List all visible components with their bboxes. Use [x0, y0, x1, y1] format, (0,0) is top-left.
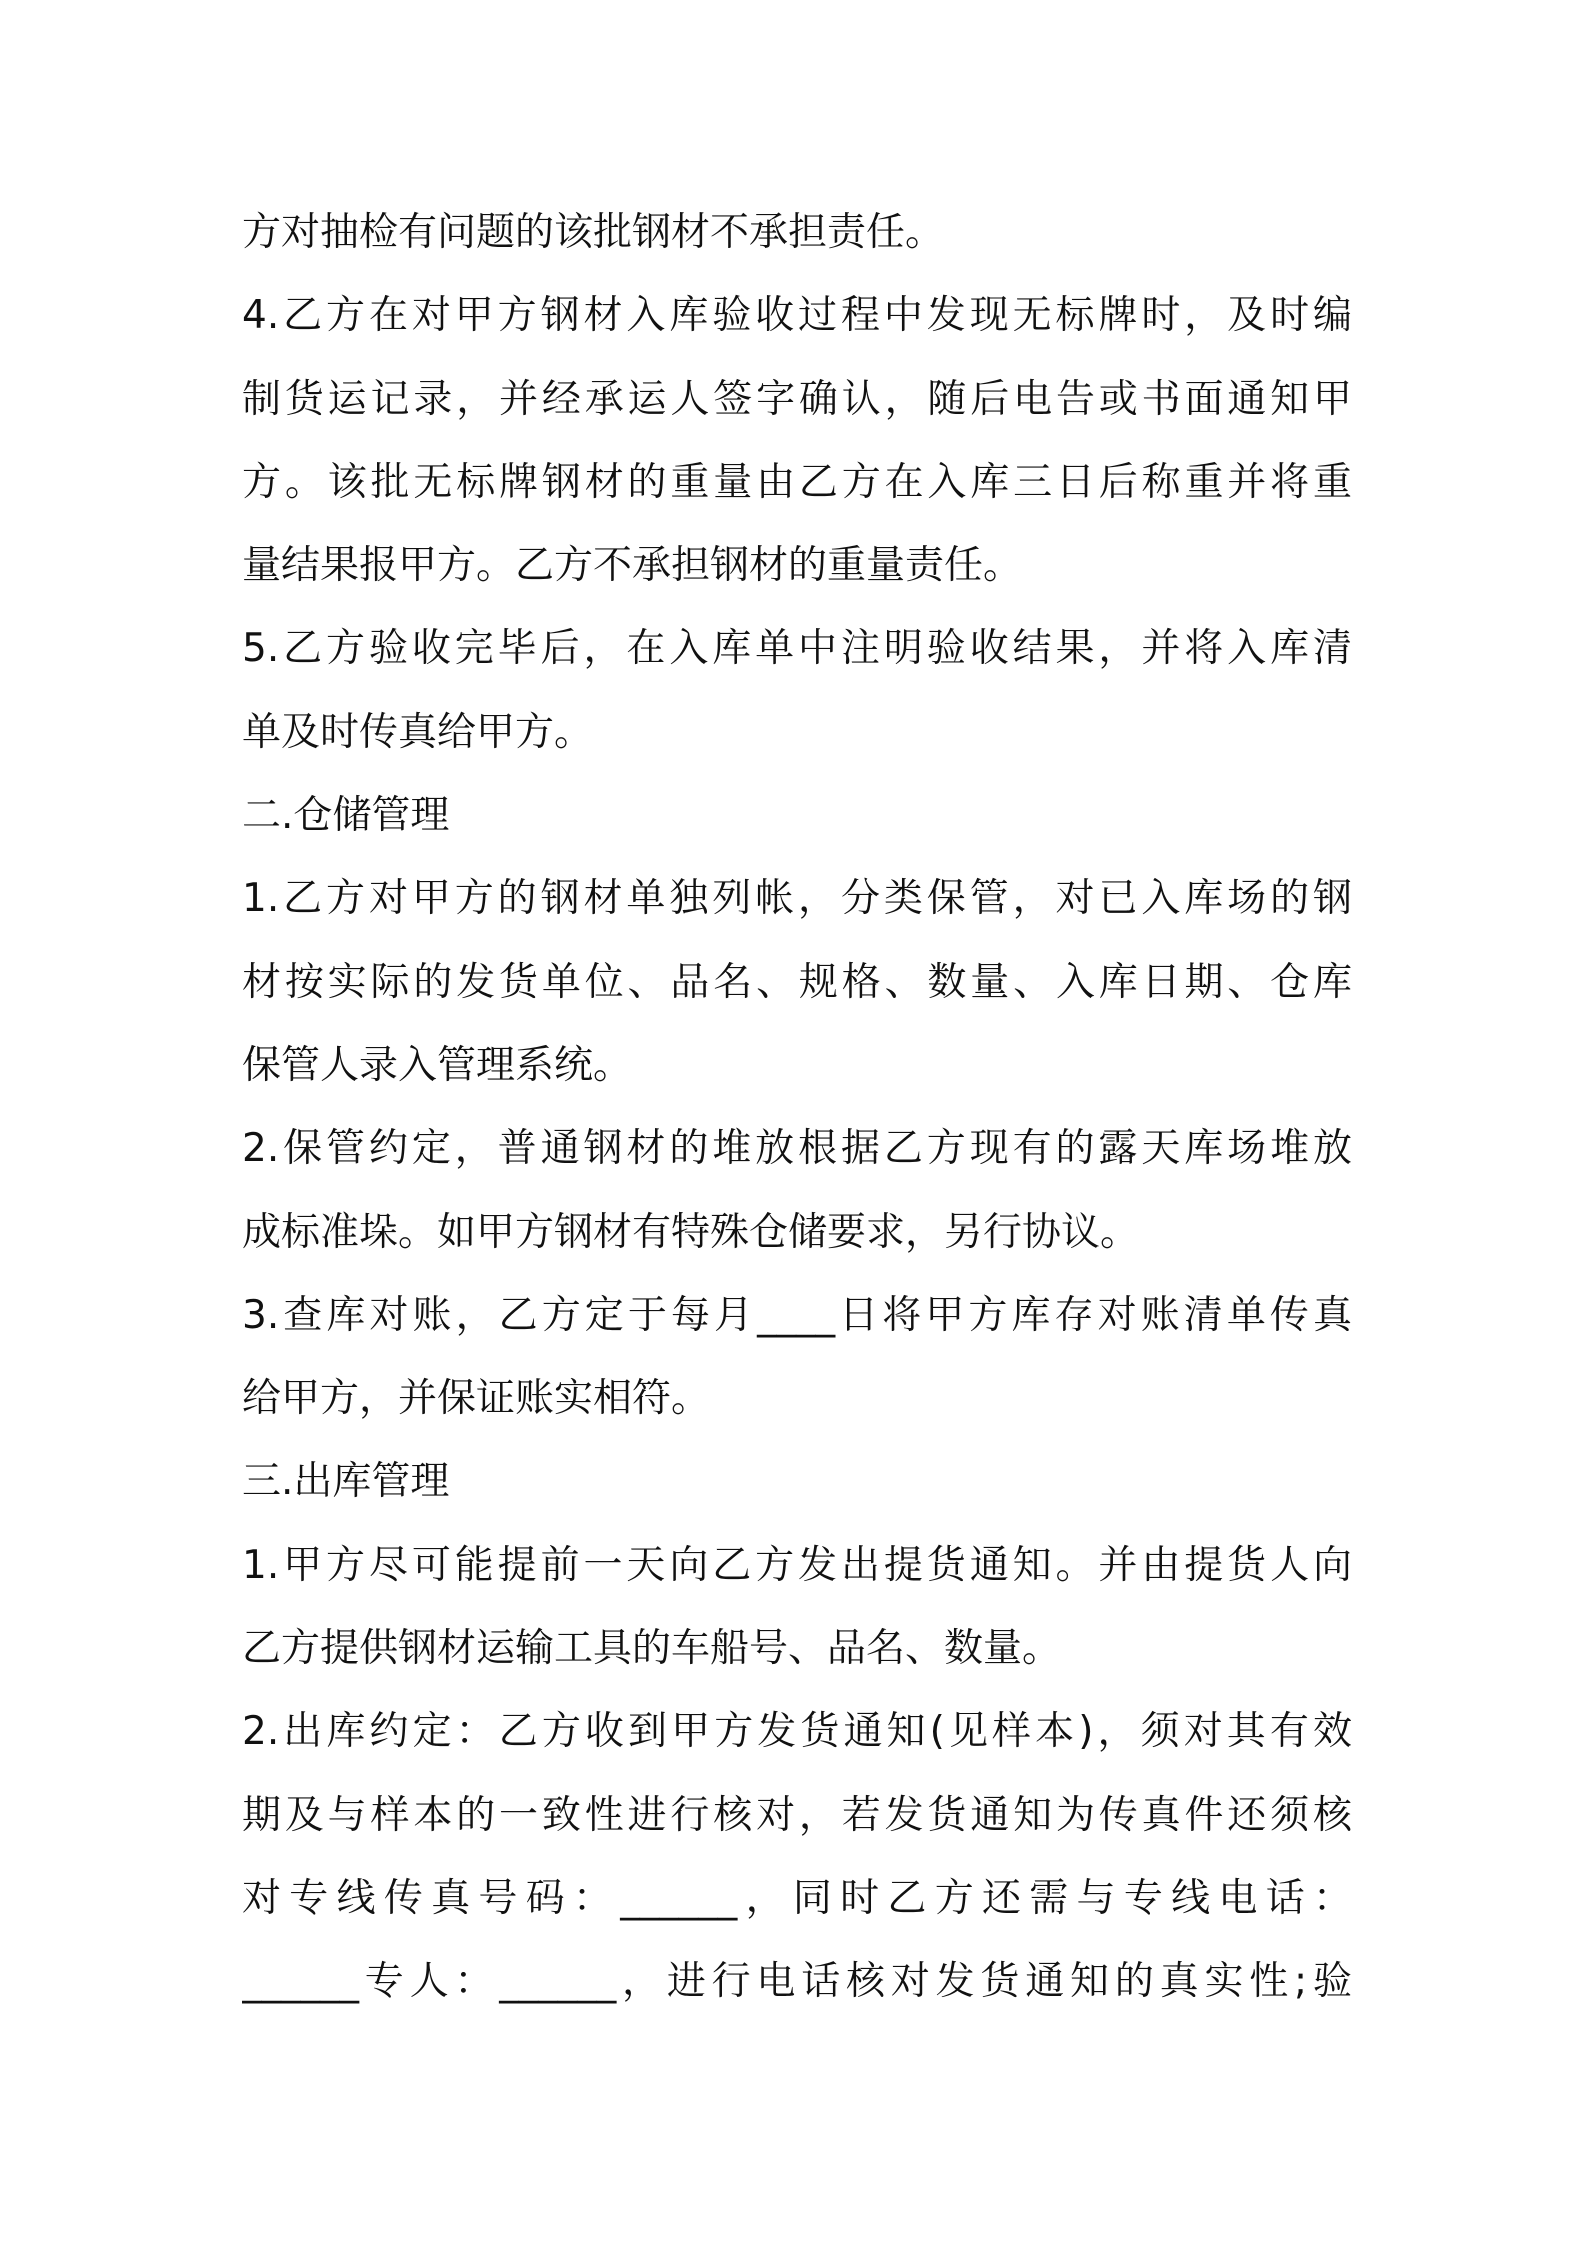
text-line: 成标准垛。如甲方钢材有特殊仓储要求，另行协议。 [242, 1209, 1140, 1255]
text-line: 给甲方，并保证账实相符。 [242, 1376, 711, 1422]
text-line: ______专人：______，进行电话核对发货通知的真实性;验 [242, 1959, 1352, 2005]
text-line: 期及与样本的一致性进行核对，若发货通知为传真件还须核 [242, 1792, 1352, 1838]
text-line: 乙方提供钢材运输工具的车船号、品名、数量。 [242, 1626, 1062, 1672]
text-line: 单及时传真给甲方。 [242, 709, 594, 755]
section-heading: 三.出库管理 [242, 1459, 450, 1505]
text-line: 量结果报甲方。乙方不承担钢材的重量责任。 [242, 543, 1023, 589]
text-line: 方。该批无标牌钢材的重量由乙方在入库三日后称重并将重 [242, 459, 1352, 505]
text-line: 1.甲方尽可能提前一天向乙方发出提货通知。并由提货人向 [242, 1542, 1352, 1588]
text-line: 2.出库约定：乙方收到甲方发货通知(见样本)，须对其有效 [242, 1709, 1352, 1755]
text-line: 4.乙方在对甲方钢材入库验收过程中发现无标牌时，及时编 [242, 293, 1352, 339]
text-line: 3.查库对账，乙方定于每月____日将甲方库存对账清单传真 [242, 1292, 1352, 1338]
section-heading: 二.仓储管理 [242, 793, 450, 839]
text-line: 材按实际的发货单位、品名、规格、数量、入库日期、仓库 [242, 959, 1352, 1005]
text-line: 方对抽检有问题的该批钢材不承担责任。 [242, 210, 945, 255]
text-line: 5.乙方验收完毕后，在入库单中注明验收结果，并将入库清 [242, 626, 1352, 672]
text-line: 保管人录入管理系统。 [242, 1042, 633, 1088]
text-line: 2.保管约定，普通钢材的堆放根据乙方现有的露天库场堆放 [242, 1126, 1352, 1172]
text-line: 对专线传真号码：______，同时乙方还需与专线电话： [242, 1875, 1352, 1921]
text-line: 制货运记录，并经承运人签字确认，随后电告或书面通知甲 [242, 376, 1352, 422]
document-body [242, 191, 1352, 2024]
text-line: 1.乙方对甲方的钢材单独列帐，分类保管，对已入库场的钢 [242, 876, 1352, 922]
